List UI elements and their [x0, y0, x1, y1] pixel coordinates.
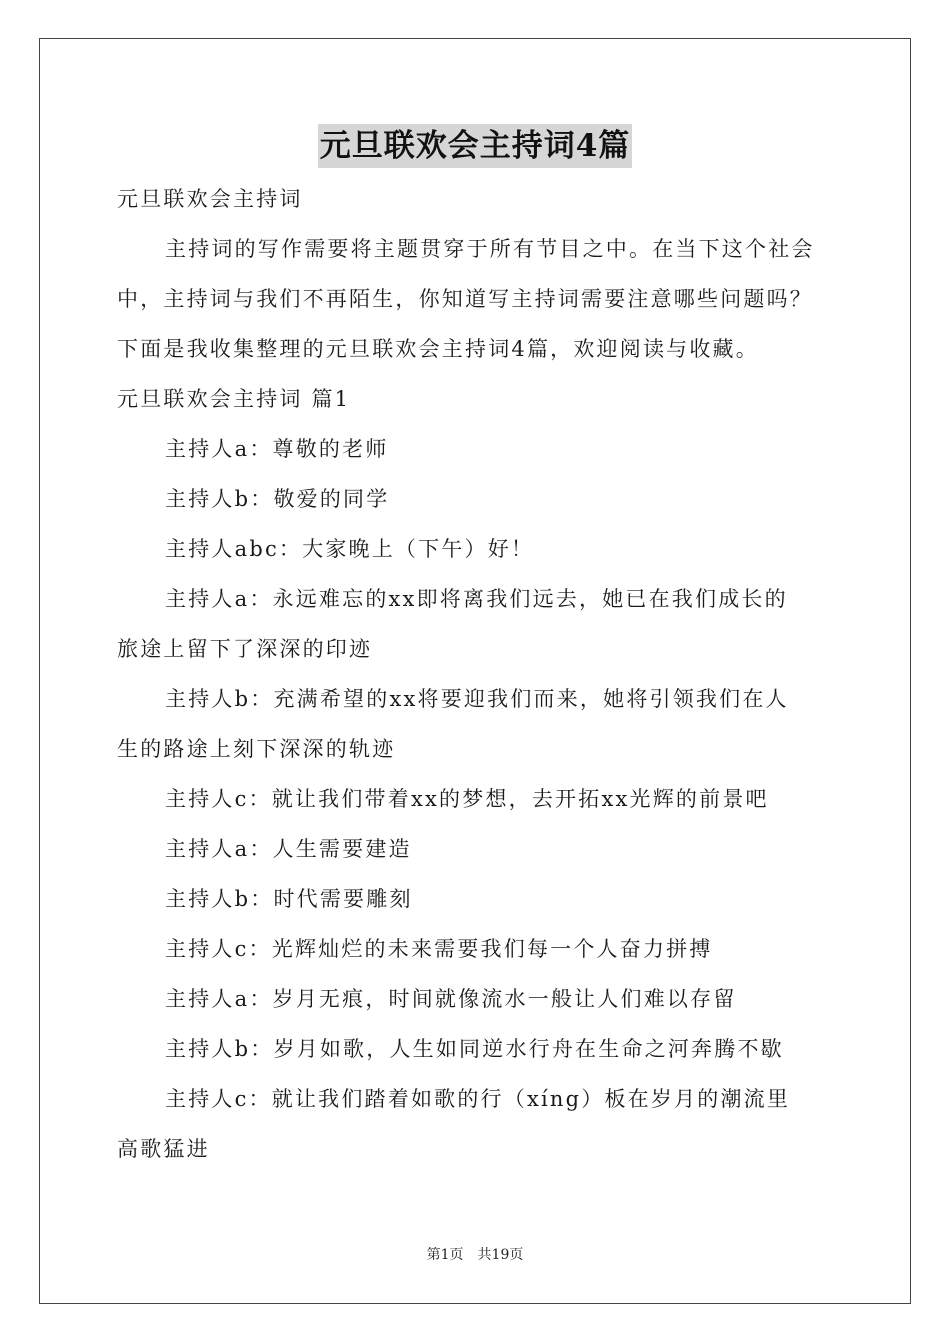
title-container: [0, 124, 950, 168]
text-line: 下面是我收集整理的元旦联欢会主持词4篇，欢迎阅读与收藏。: [117, 337, 759, 361]
text-line: 主持人b：岁月如歌，人生如同逆水行舟在生命之河奔腾不歇: [165, 1037, 784, 1061]
text-line: 主持人c：光辉灿烂的未来需要我们每一个人奋力拼搏: [165, 937, 713, 961]
text-line: 主持人a：岁月无痕，时间就像流水一般让人们难以存留: [165, 987, 737, 1011]
text-line: 主持人a：永远难忘的xx即将离我们远去，她已在我们成长的: [165, 587, 788, 611]
text-line: 主持词的写作需要将主题贯穿于所有节目之中。在当下这个社会: [165, 237, 815, 261]
text-line: 高歌猛进: [117, 1137, 210, 1161]
document-title: 元旦联欢会主持词4篇: [318, 124, 633, 168]
page-footer: 第1页 共19页: [426, 1247, 524, 1263]
text-line: 生的路途上刻下深深的轨迹: [117, 737, 396, 761]
text-line: 元旦联欢会主持词: [117, 187, 303, 211]
text-line: 中，主持词与我们不再陌生，你知道写主持词需要注意哪些问题吗？: [117, 287, 813, 311]
text-line: 旅途上留下了深深的印迹: [117, 637, 373, 661]
text-line: 主持人c：就让我们踏着如歌的行（xíng）板在岁月的潮流里: [165, 1087, 791, 1111]
text-line: 主持人abc：大家晚上（下午）好！: [165, 537, 535, 561]
text-line: 主持人b：敬爱的同学: [165, 487, 390, 511]
text-line: 主持人b：充满希望的xx将要迎我们而来，她将引领我们在人: [165, 687, 789, 711]
document-body: [117, 174, 837, 1174]
text-line: 主持人b：时代需要雕刻: [165, 887, 413, 911]
text-line: 元旦联欢会主持词 篇1: [117, 387, 351, 411]
text-line: 主持人a：人生需要建造: [165, 837, 412, 861]
text-line: 主持人a：尊敬的老师: [165, 437, 389, 461]
text-line: 主持人c：就让我们带着xx的梦想，去开拓xx光辉的前景吧: [165, 787, 769, 811]
